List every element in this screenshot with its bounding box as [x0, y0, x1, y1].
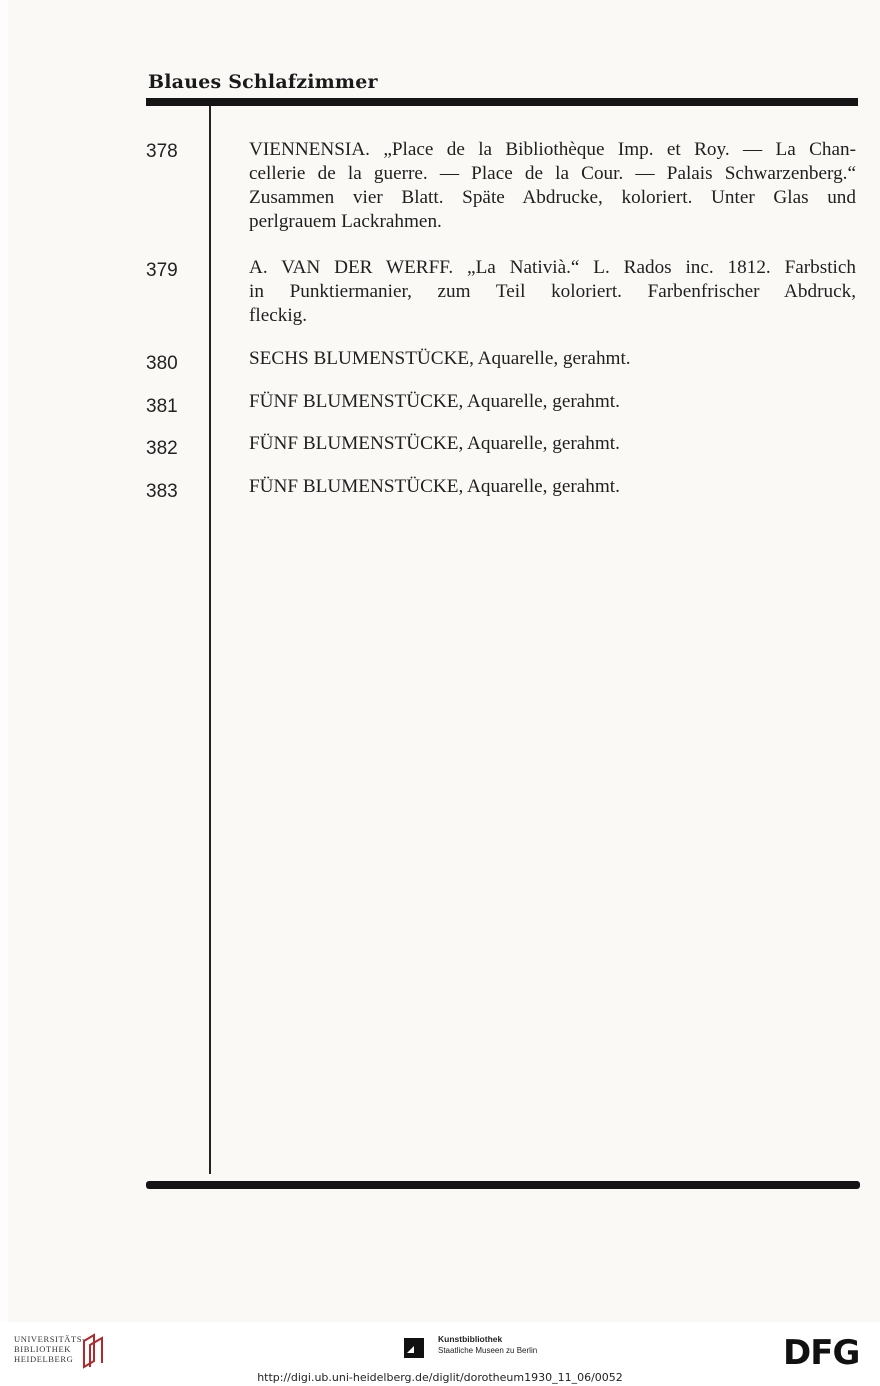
lot-text-line: FÜNF BLUMENSTÜCKE, Aquarelle, gerahmt.: [249, 476, 620, 497]
lot-text-line: SECHS BLUMENSTÜCKE, Aquarelle, gerahmt.: [249, 348, 631, 369]
kunstbibliothek-logo-icon: [404, 1338, 424, 1358]
lot-text-line: cellerie de la guerre. — Place de la Cour. — Palais Schwarzenberg.“: [249, 163, 856, 184]
kunstbibliothek-name: Kunstbibliothek: [438, 1334, 503, 1344]
lot-text-line: perlgrauem Lackrahmen.: [249, 211, 442, 232]
university-line: BIBLIOTHEK: [14, 1344, 71, 1354]
column-divider: [209, 106, 211, 1174]
lot-description: [249, 432, 856, 456]
lot-number: 380: [146, 353, 178, 374]
lot-number: 383: [146, 481, 178, 502]
header-rule: [146, 98, 858, 106]
lot-text-line: A. VAN DER WERFF. „La Nativià.“ L. Rados inc. 1812. Farbstich: [249, 257, 856, 278]
lot-description: [249, 256, 856, 328]
heidelberg-logo-icon: [80, 1333, 106, 1369]
university-line: UNIVERSITÄTS-: [14, 1334, 86, 1344]
lot-text-line: VIENNENSIA. „Place de la Bibliothèque Imp. et Roy. — La Chan-: [249, 139, 856, 160]
dfg-logo: DFG: [783, 1333, 860, 1373]
lot-text-line: fleckig.: [249, 305, 308, 326]
lot-description: [249, 390, 856, 414]
lot-text-line: FÜNF BLUMENSTÜCKE, Aquarelle, gerahmt.: [249, 391, 620, 412]
lot-number: 382: [146, 438, 178, 459]
lot-description: [249, 475, 856, 499]
lot-text-line: Zusammen vier Blatt. Späte Abdrucke, koloriert. Unter Glas und: [249, 187, 856, 208]
lot-text-line: FÜNF BLUMENSTÜCKE, Aquarelle, gerahmt.: [249, 433, 620, 454]
lot-number: 378: [146, 141, 178, 162]
lot-text-line: in Punktiermanier, zum Teil koloriert. Farbenfrischer Abdruck,: [249, 281, 856, 302]
university-library-name: [14, 1334, 86, 1364]
lot-description: [249, 138, 856, 234]
kunstbibliothek-label: [438, 1334, 537, 1356]
university-line: HEIDELBERG: [14, 1354, 74, 1364]
kunstbibliothek-sub: Staatliche Museen zu Berlin: [438, 1346, 538, 1355]
lot-description: [249, 347, 856, 371]
source-url[interactable]: http://digi.ub.uni-heidelberg.de/diglit/dorotheum1930_11_06/0052: [257, 1371, 623, 1384]
lot-number: 381: [146, 396, 178, 417]
footer-rule: [146, 1181, 860, 1189]
lot-number: 379: [146, 260, 178, 281]
page-title: Blaues Schlafzimmer: [148, 71, 378, 93]
